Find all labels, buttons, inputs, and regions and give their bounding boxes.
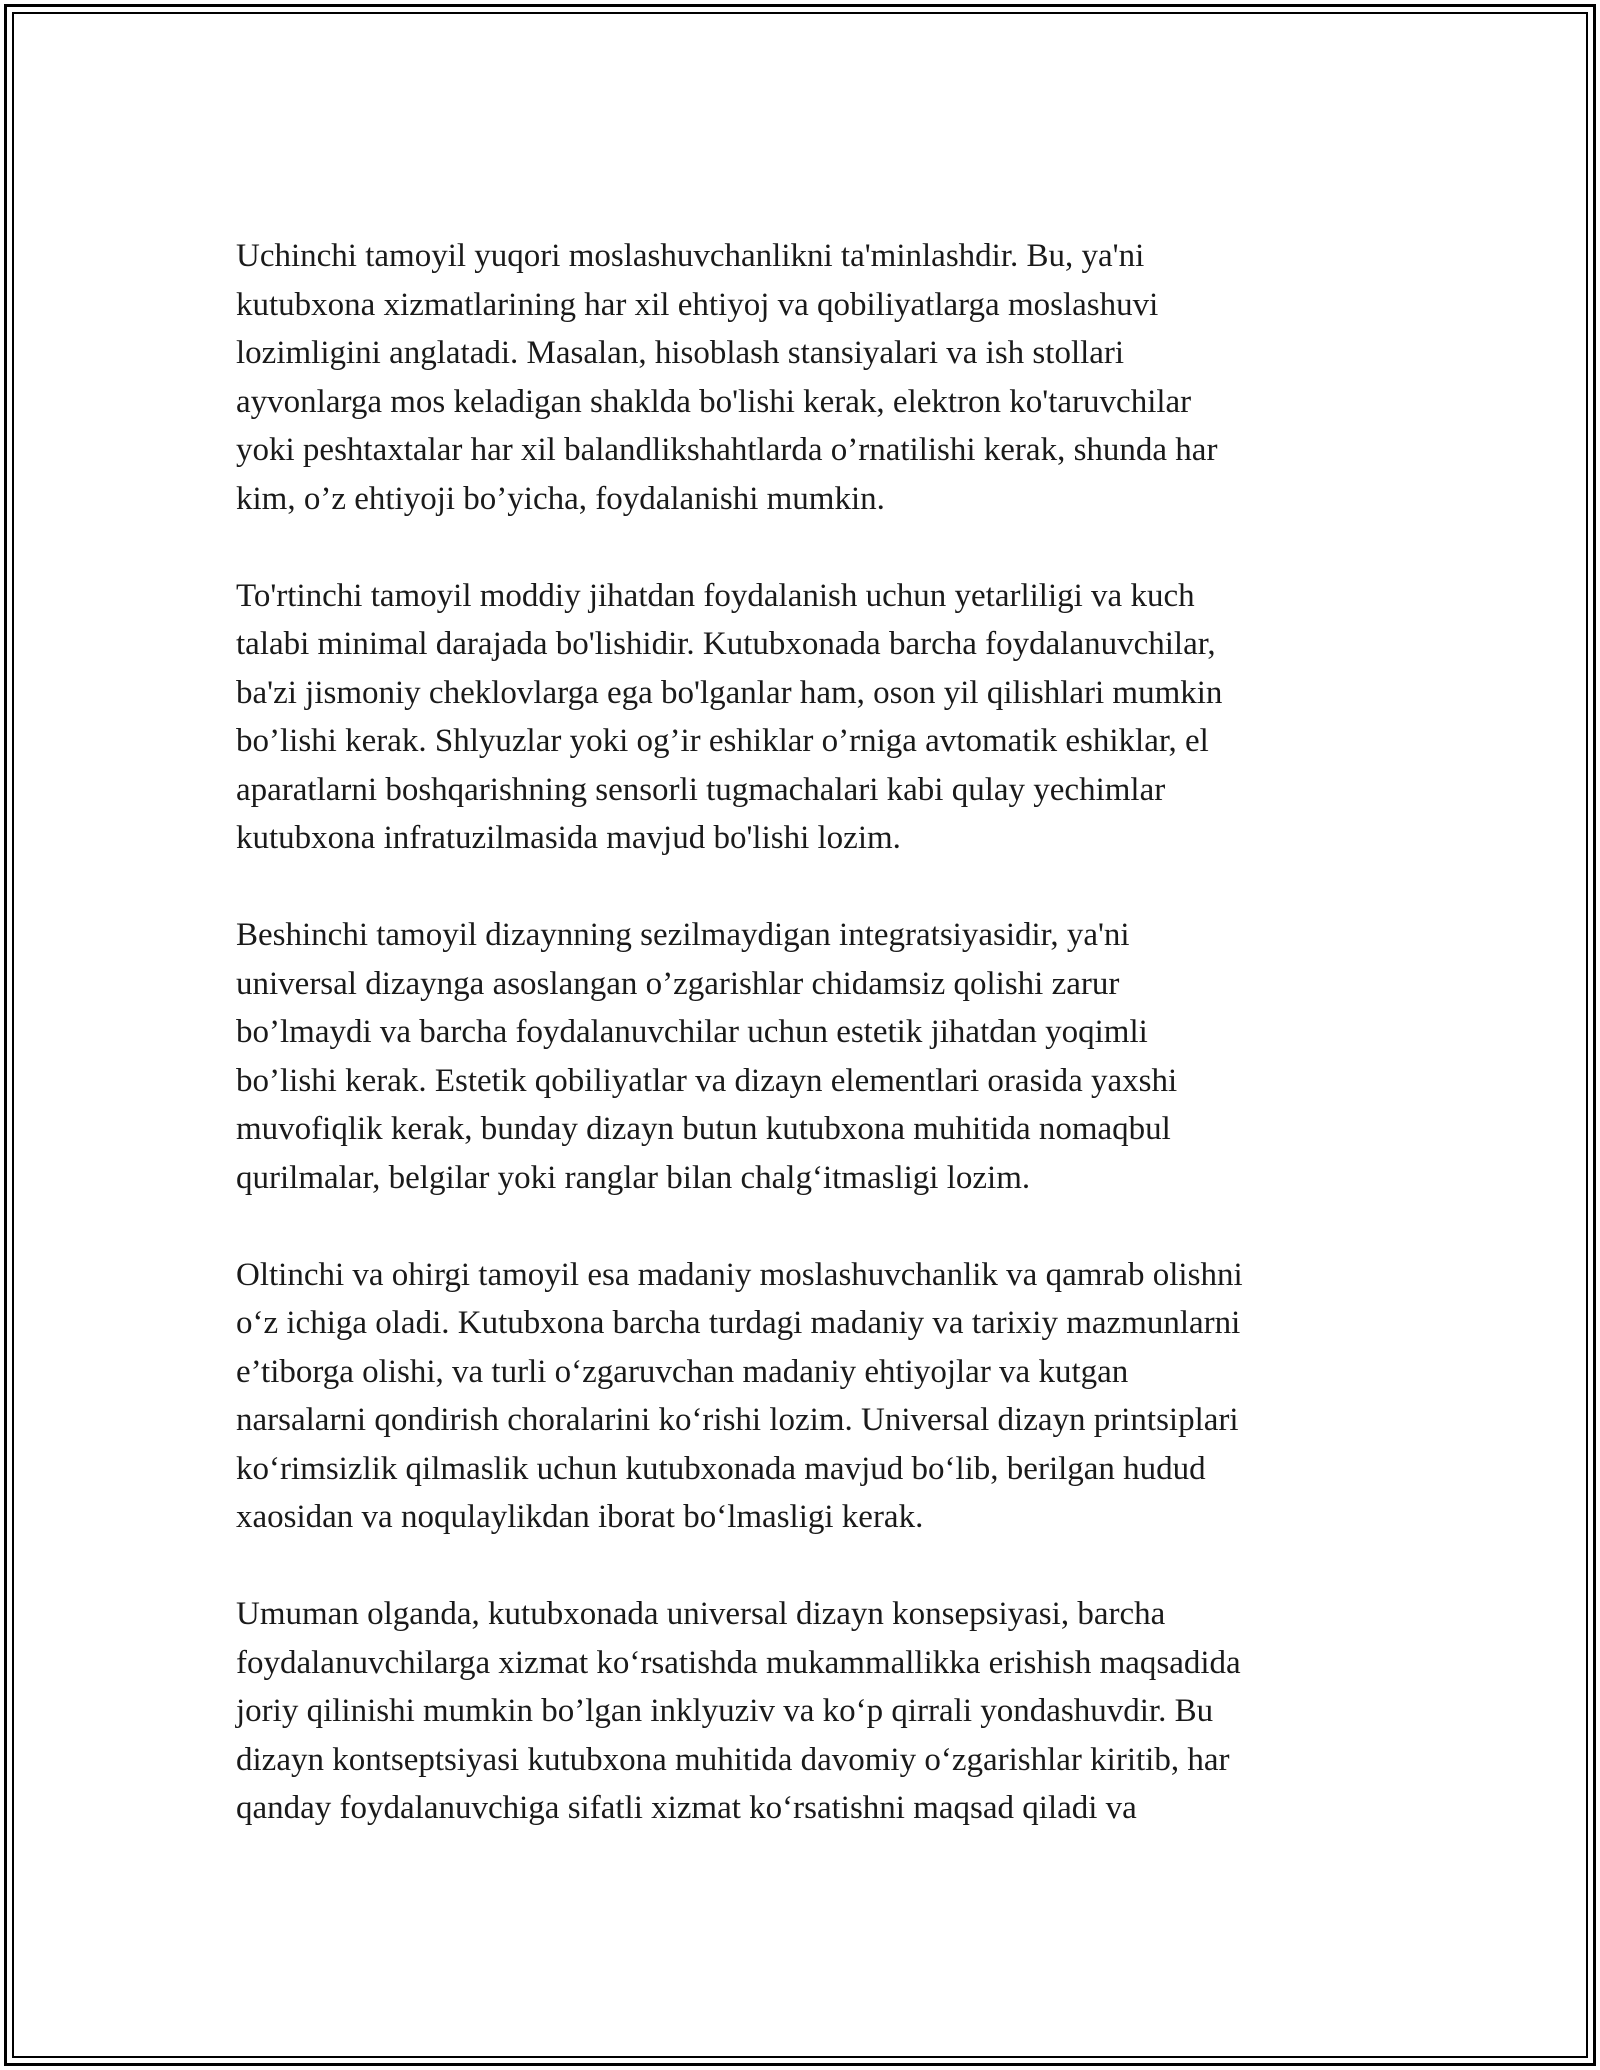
- text-line: foydalanuvchilarga xizmat ko‘rsatishda mukammallikka erishish maqsadida: [236, 1644, 1241, 1681]
- text-line: Oltinchi va ohirgi tamoyil esa madaniy moslashuvchanlik va qamrab olishni: [236, 1256, 1243, 1293]
- text-line: Uchinchi tamoyil yuqori moslashuvchanlikni ta'minlashdir. Bu, ya'ni: [236, 238, 1145, 274]
- document-body: [236, 232, 1366, 1833]
- text-line: dizayn kontseptsiyasi kutubxona muhitida davomiy o‘zgarishlar kiritib, har: [236, 1741, 1230, 1778]
- text-line: qurilmalar, belgilar yoki ranglar bilan chalg‘itmasligi lozim.: [236, 1159, 1031, 1196]
- text-line: xaosidan va noqulaylikdan iborat bo‘lmasligi kerak.: [236, 1499, 924, 1535]
- text-line: muvofiqlik kerak, bunday dizayn butun kutubxona muhitida nomaqbul: [236, 1111, 1171, 1147]
- paragraph-4: [236, 1251, 1366, 1542]
- paragraph-3: [236, 911, 1366, 1202]
- text-line: ayvonlarga mos keladigan shaklda bo'lishi kerak, elektron ko'taruvchilar: [236, 383, 1192, 420]
- paragraph-5: [236, 1590, 1366, 1833]
- text-line: yoki peshtaxtalar har xil balandlikshahtlarda o’rnatilishi kerak, shunda har: [236, 432, 1218, 468]
- text-line: o‘z ichiga oladi. Kutubxona barcha turdagi madaniy va tarixiy mazmunlarni: [236, 1305, 1241, 1341]
- text-line: kutubxona xizmatlarining har xil ehtiyoj va qobiliyatlarga moslashuvi: [236, 286, 1159, 323]
- text-line: universal dizayngа asoslangan o’zgarishlar chidamsiz qolishi zarur: [236, 965, 1120, 1002]
- paragraph-2: [236, 572, 1366, 863]
- paragraph-1: [236, 232, 1366, 523]
- text-line: Umuman olganda, kutubxonada universal dizayn konsepsiyasi, barcha: [236, 1596, 1166, 1632]
- text-line: bo’lishi kerak. Estetik qobiliyatlar va dizayn elementlari orasida yaxshi: [236, 1062, 1178, 1099]
- text-line: talabi minimal darajada bo'lishidir. Kutubxonada barcha foydalanuvchilar,: [236, 626, 1216, 662]
- text-line: qanday foydalanuvchiga sifatli xizmat ko‘rsatishni maqsad qiladi va: [236, 1790, 1137, 1826]
- text-line: e’tiborga olishi, va turli o‘zgaruvchan madaniy ehtiyojlar va kutgan: [236, 1353, 1129, 1390]
- text-line: ba'zi jismoniy cheklovlarga ega bo'lganlar ham, oson yil qilishlari mumkin: [236, 674, 1223, 711]
- text-line: Beshinchi tamoyil dizaynning sezilmaydigan integratsiyasidir, ya'ni: [236, 917, 1130, 953]
- text-line: ko‘rimsizlik qilmaslik uchun kutubxonada mavjud bo‘lib, berilgan hudud: [236, 1450, 1206, 1487]
- text-line: lozimligini anglatadi. Masalan, hisoblash stansiyalari va ish stollari: [236, 335, 1125, 371]
- text-line: To'rtinchi tamoyil moddiy jihatdan foydalanish uchun yetarliligi va kuch: [236, 577, 1195, 614]
- text-line: bo’lishi kerak. Shlyuzlar yoki og’ir eshiklar o’rniga avtomatik eshiklar, el: [236, 723, 1209, 759]
- text-line: bo’lmaydi va barcha foydalanuvchilar uchun estetik jihatdan yoqimli: [236, 1014, 1148, 1050]
- text-line: kutubxona infratuzilmasida mavjud bo'lishi lozim.: [236, 820, 901, 856]
- text-line: kim, o’z ehtiyoji bo’yicha, foydalanishi mumkin.: [236, 480, 885, 517]
- text-line: aparatlarni boshqarishning sensorli tugmachalari kabi qulay yechimlar: [236, 771, 1166, 808]
- text-line: joriy qilinishi mumkin bo’lgan inklyuziv va ko‘p qirrali yondashuvdir. Bu: [236, 1693, 1214, 1729]
- text-line: narsalarni qondirish choralarini ko‘rishi lozim. Universal dizayn printsiplari: [236, 1402, 1239, 1438]
